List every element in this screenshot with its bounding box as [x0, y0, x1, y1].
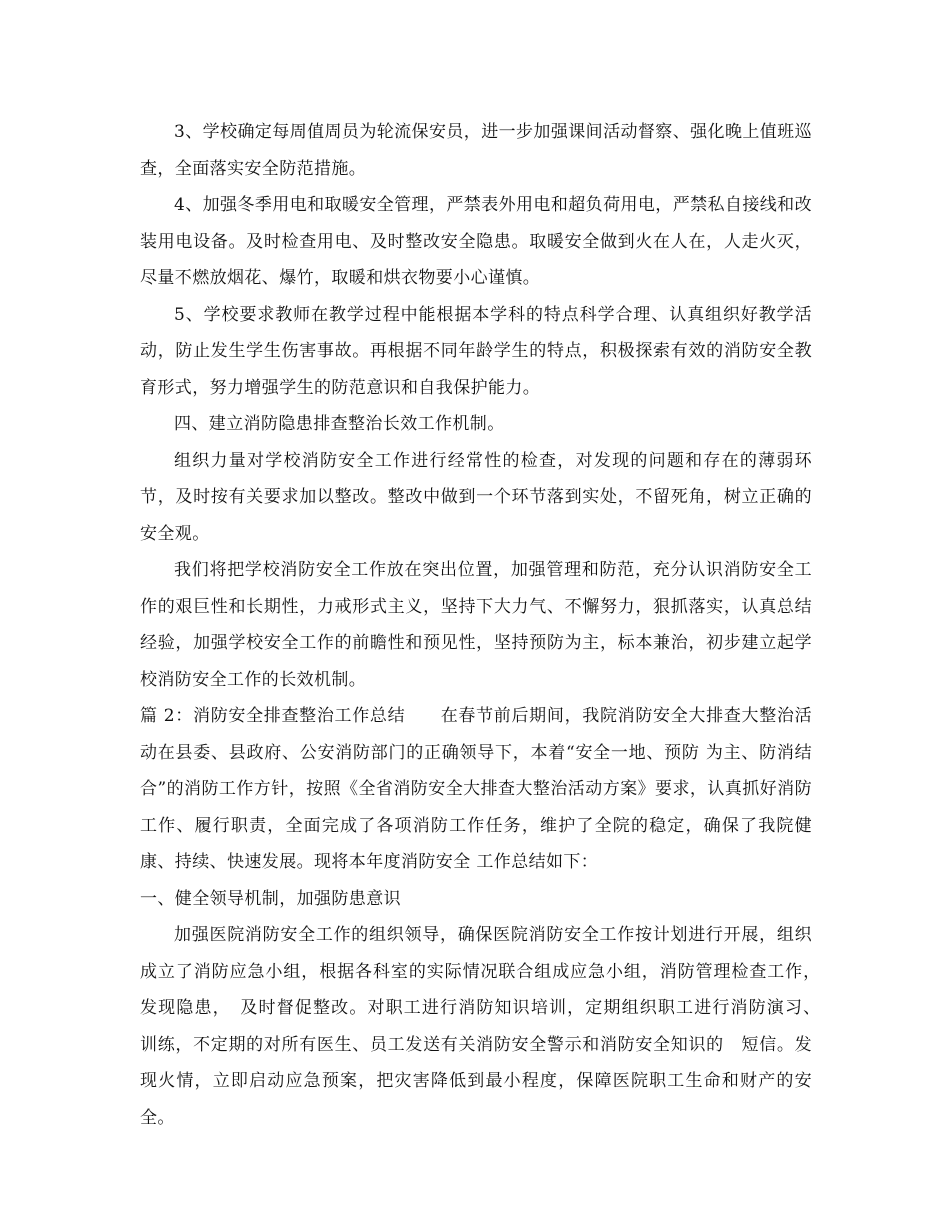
section-heading-four: 四、建立消防隐患排查整治长效工作机制。	[174, 414, 505, 434]
paragraph-inspection: 组织力量对学校消防安全工作进行经常性的检查，对发现的问题和存在的薄弱环节，及时按有关要求加以整改。整改中做到一个环节落到实处，不留死角，树立正确的安全观。	[140, 450, 812, 544]
paragraph-conclusion: 我们将把学校消防安全工作放在突出位置，加强管理和防范，充分认识消防安全工作的艰巨性和长期性，力戒形式主义，坚持下大力气、不懈努力，狠抓落实，认真总结经验，加强学校安全工作的前瞻性和预见性，坚持预防为主，标本兼治，初步建立起学校消防安全工作的长效机制。	[140, 560, 812, 690]
paragraph-item-4: 4、加强冬季用电和取暖安全管理，严禁表外用电和超负荷用电，严禁私自接线和改装用电设备。及时检查用电、及时整改安全隐患。取暖安全做到火在人在，人走火灭，尽量不燃放烟花、爆竹，取暖和烘衣物要小心谨慎。	[140, 195, 812, 288]
paragraph-item-3: 3、学校确定每周值周员为轮流保安员，进一步加强课间活动督察、强化晚上值班巡查，全面落实安全防范措施。	[140, 122, 812, 179]
paragraph-leadership: 加强医院消防安全工作的组织领导，确保医院消防安全工作按计划进行开展，组织成立了消防应急小组，根据各科室的实际情况联合组成应急小组，消防管理检查工作， 发现隐患， 及时督促整改。对职工进行消防知识培训，定期组织职工进行消防演习、 训练，不定期的对所有医生、员工发送有关消防安全警示和消防安全知识的 短信。发现火情，立即启动应急预案，把灾害降低到最小程度，保障医院职工生命和财产的安全。	[140, 925, 830, 1128]
article-2-intro: 篇 2：消防安全排查整治工作总结 在春节前后期间，我院消防安全大排查大整治活动在县委、县政府、公安消防部门的正确领导下，本着“安全一地、预防 为主、防消结合”的消防工作方针，按照《全省消防安全大排查大整治活动方案》要求，认真抓好消防工作、履行职责，全面完成了各项消防工作任务，维护了全院的稳定，确保了我院健康、持续、快速发展。现将本年度消防安全 工作总结如下：	[140, 706, 812, 872]
section-heading-one: 一、健全领导机制，加强防患意识	[140, 888, 401, 909]
paragraph-item-5: 5、学校要求教师在教学过程中能根据本学科的特点科学合理、认真组织好教学活动，防止发生学生伤害事故。再根据不同年龄学生的特点，积极探索有效的消防安全教育形式，努力增强学生的防范意识和自我保护能力。	[140, 304, 812, 398]
document-body	[140, 114, 830, 1136]
